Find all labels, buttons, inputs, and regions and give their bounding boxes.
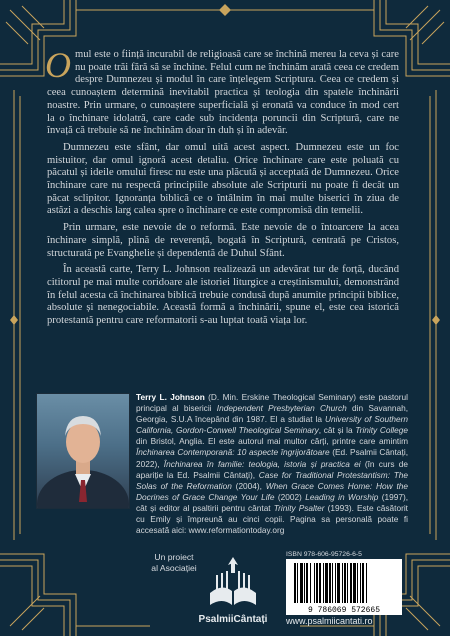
author-biography <box>136 392 408 536</box>
project-line-2: al Asociației <box>151 563 197 573</box>
bio-text-8: (2002) <box>274 491 306 502</box>
bio-text-7: (2004), <box>231 480 266 491</box>
barcode-digits: 9 786069 572665 <box>307 606 381 615</box>
author-photo <box>36 393 130 509</box>
isbn-barcode <box>286 559 402 615</box>
author-name: Terry L. Johnson <box>136 392 205 402</box>
publisher-website: www.psalmiicantati.ro <box>286 616 373 626</box>
bio-text-6: (în curs de apariție la Ed. Psalmii Cântați), <box>136 458 408 480</box>
bio-text-9: (1997), cât și editor al psaltirii pentru cântat <box>136 491 409 513</box>
bio-italic-5: Închinarea în familie: teologia, istoria și practica ei <box>163 458 361 469</box>
paragraph-1 <box>45 45 399 138</box>
bio-italic-8: Leading in Worship <box>305 491 379 502</box>
publisher-project-label <box>144 552 204 574</box>
bio-text-4: din Bristol, Anglia. El este autorul mai multor cărți, printre care amintim <box>136 436 408 447</box>
back-cover-description <box>45 45 399 332</box>
paragraph-3: Prin urmare, este nevoie de o reformă. Este nevoie de o întoarcere la acea închinare simplă, plină de reverență, bogată în Scriptură, centrată pe Cristos, structurată pe Evanghelie și dependentă de Duhul Sfânt. <box>47 222 399 259</box>
psalmii-cantati-logo-icon <box>202 553 264 615</box>
publisher-logo-text: PsalmiiCântați <box>198 614 268 625</box>
barcode-graphic <box>286 559 402 615</box>
bio-italic-1: Independent Presbyterian Church <box>216 403 347 414</box>
paragraph-2: Dumnezeu este sfânt, dar omul uită acest aspect. Dumnezeu este un foc mistuitor, dar omul ignoră acest detaliu. Orice închinare care este poluată cu păcatul și ideile omului firesc nu este una plăcută și acceptată de Dumnezeu. Orice închinare care nu respectă principiile absolute ale Scripturii nu poate fi decât un păcat sclipitor. Ignoranța biblică ce o întâlnim în mai multe biserici în ziua de astăzi a deschis larg calea spre o închinare ce este compromisă din temelii. <box>47 141 399 217</box>
bio-text-1: (D. Min. Erskine Theological Seminary) este pastorul principal al bisericii <box>136 392 408 414</box>
bio-text-2: din Savannah, Georgia, S.U.A începând din 1987. El a studiat la <box>136 403 408 425</box>
bio-text-5: (Ed. Psalmii Cântați, 2022), <box>136 447 408 469</box>
bio-italic-9: Trinity Psalter <box>273 502 325 513</box>
bio-italic-7: When Grace Comes Home: How the Docrines of Grace Change Your Life <box>136 480 408 502</box>
bio-text-3: , cât și la <box>318 425 356 436</box>
bio-italic-6: Case for Traditional Protestantism: The Solas of the Reformation <box>136 469 409 491</box>
bio-italic-2: University of Southern California, Gordon-Conwell Theological Seminary <box>136 414 408 436</box>
drop-cap: O <box>45 45 71 85</box>
bio-text-10: (1993). Este căsătorit cu Emily și împreună au cinci copii. Pagina sa personală poate fi accesată aici: www.reformationtoday.org <box>136 502 408 536</box>
paragraph-4: În această carte, Terry L. Johnson realizează un adevărat tur de forță, ducând cititorul pe mai multe coridoare ale istoriei liturgice a creștinismului, demonstrând în felul acesta că închinarea biblică trebuie condusă după anumite principii biblice, absolute și nenegociabile. Această formă a închinării, spune el, este cea istorică protestantă pentru care reformatorii s-au luptat toată viața lor. <box>47 264 399 327</box>
bio-italic-4: Închinarea Contemporană: 10 aspecte îngrijorătoare <box>136 447 330 458</box>
paragraph-1-text: mul este o ființă incurabil de religioasă care se închină mereu la ceva și care nu poate trăi fără să se închine. Felul cum ne închinăm arată ceea ce credem despre Dumnezeu și modul în care înțelegem Scriptura. Ceea ce credem și ceea cunoaștem determină inevitabil practica și teologia din spatele închinării noastre. Prin urmare, o cunoaștere superficială și eronată va conduce în mod cert la o închinare idolatră, care cade sub incidența poruncii din Scriptură, care ne învață că trebuie să ne închinăm doar în duh și în adevăr. <box>47 49 399 137</box>
project-line-1: Un proiect <box>154 552 194 562</box>
bio-italic-3: Trinity College <box>355 425 408 436</box>
isbn-label: ISBN 978-606-95726-6-5 <box>286 551 362 558</box>
